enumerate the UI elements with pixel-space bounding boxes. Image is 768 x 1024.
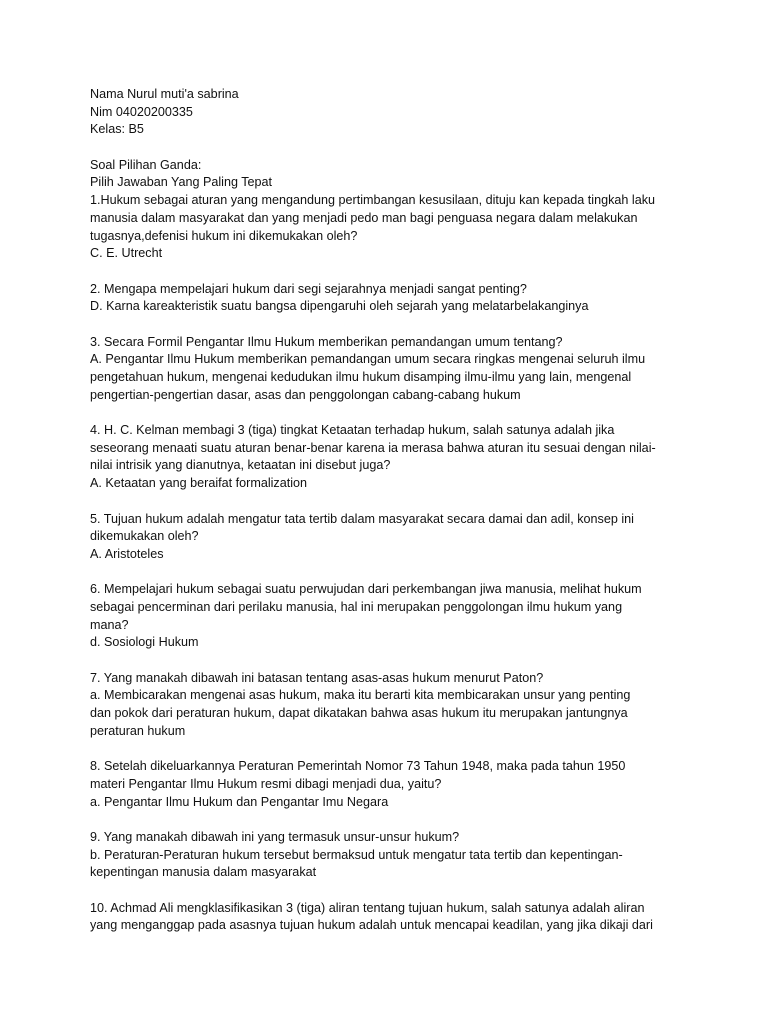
- spacer: [90, 263, 690, 281]
- question-item: [90, 422, 690, 493]
- question-text: tugasnya,defenisi hukum ini dikemukakan oleh?: [90, 228, 358, 243]
- question-item: [90, 511, 690, 564]
- question-text: 1.Hukum sebagai aturan yang mengandung pertimbangan kesusilaan, dituju kan kepada tingkah laku: [90, 193, 656, 208]
- spacer: [90, 740, 690, 758]
- spacer: [90, 811, 690, 829]
- spacer: [90, 404, 690, 422]
- spacer: [90, 316, 690, 334]
- question-text: 3. Secara Formil Pengantar Ilmu Hukum memberikan pemandangan umum tentang?: [90, 334, 563, 349]
- question-item: [90, 900, 690, 935]
- question-item: [90, 581, 690, 652]
- question-item: [90, 670, 690, 741]
- spacer: [90, 564, 690, 582]
- question-text: sebagai pencerminan dari perilaku manusia, hal ini merupakan penggolongan ilmu hukum yang: [90, 599, 623, 614]
- question-text: 5. Tujuan hukum adalah mengatur tata tertib dalam masyarakat secara damai dan adil, konsep ini: [90, 511, 634, 526]
- question-text: 8. Setelah dikeluarkannya Peraturan Pemerintah Nomor 73 Tahun 1948, maka pada tahun 1950: [90, 759, 626, 774]
- answer-text: D. Karna kareakteristik suatu bangsa dipengaruhi oleh sejarah yang melatarbelakanginya: [90, 299, 589, 314]
- spacer: [90, 139, 690, 157]
- spacer: [90, 882, 690, 900]
- question-item: [90, 758, 690, 811]
- question-text: mana?: [90, 617, 129, 632]
- spacer: [90, 493, 690, 511]
- student-nim: Nim 04020200335: [90, 104, 193, 119]
- instruction-text: Pilih Jawaban Yang Paling Tepat: [90, 175, 273, 190]
- question-text: materi Pengantar Ilmu Hukum resmi dibagi menjadi dua, yaitu?: [90, 776, 442, 791]
- answer-text: pengertian-pengertian dasar, asas dan penggolongan cabang-cabang hukum: [90, 387, 521, 402]
- answer-text: dan pokok dari peraturan hukum, dapat dikatakan bahwa asas hukum itu merupakan jantungnya: [90, 706, 628, 721]
- question-item: [90, 334, 690, 405]
- question-item: [90, 281, 690, 316]
- question-text: 6. Mempelajari hukum sebagai suatu perwujudan dari perkembangan jiwa manusia, melihat hukum: [90, 582, 642, 597]
- question-text: 4. H. C. Kelman membagi 3 (tiga) tingkat Ketaatan terhadap hukum, salah satunya adalah jika: [90, 423, 615, 438]
- question-text: 9. Yang manakah dibawah ini yang termasuk unsur-unsur hukum?: [90, 829, 460, 844]
- answer-text: a. Membicarakan mengenai asas hukum, maka itu berarti kita membicarakan unsur yang penting: [90, 688, 631, 703]
- answer-text: b. Peraturan-Peraturan hukum tersebut bermaksud untuk mengatur tata tertib dan kepentingan-: [90, 847, 623, 862]
- answer-text: pengetahuan hukum, mengenai kedudukan ilmu hukum disamping ilmu-ilmu yang lain, mengenal: [90, 370, 632, 384]
- answer-text: A. Pengantar Ilmu Hukum memberikan pemandangan umum secara ringkas mengenai seluruh ilmu: [90, 352, 646, 367]
- question-text: manusia dalam masyarakat dan yang menjadi pedo man bagi penguasa negara dalam melakukan: [90, 210, 638, 225]
- question-text: 10. Achmad Ali mengklasifikasikan 3 (tiga) aliran tentang tujuan hukum, salah satunya adalah aliran: [90, 900, 645, 915]
- question-text: yang menganggap pada asasnya tujuan hukum adalah untuk mencapai keadilan, yang jika dikaji dari: [90, 918, 653, 933]
- question-text: dikemukakan oleh?: [90, 529, 199, 544]
- section-title: Soal Pilihan Ganda:: [90, 157, 202, 172]
- document-body: [90, 86, 690, 935]
- question-list: [90, 192, 690, 935]
- question-text: nilai intrisik yang dianutnya, ketaatan ini disebut juga?: [90, 458, 391, 473]
- intro-block: [90, 157, 690, 192]
- question-item: [90, 829, 690, 882]
- student-class: Kelas: B5: [90, 122, 144, 137]
- answer-text: A. Ketaatan yang beraifat formalization: [90, 476, 308, 491]
- question-text: seseorang menaati suatu aturan benar-benar karena ia merasa bahwa aturan itu sesuai dengan nilai-: [90, 440, 656, 455]
- answer-text: peraturan hukum: [90, 723, 186, 738]
- question-text: 2. Mengapa mempelajari hukum dari segi sejarahnya menjadi sangat penting?: [90, 281, 527, 296]
- question-text: 7. Yang manakah dibawah ini batasan tentang asas-asas hukum menurut Paton?: [90, 670, 544, 685]
- answer-text: kepentingan manusia dalam masyarakat: [90, 865, 317, 880]
- spacer: [90, 652, 690, 670]
- answer-text: C. E. Utrecht: [90, 246, 163, 261]
- answer-text: A. Aristoteles: [90, 546, 164, 561]
- student-header: [90, 86, 690, 139]
- student-name: Nama Nurul muti'a sabrina: [90, 87, 239, 101]
- question-item: [90, 192, 690, 263]
- answer-text: a. Pengantar Ilmu Hukum dan Pengantar Imu Negara: [90, 794, 389, 809]
- answer-text: d. Sosiologi Hukum: [90, 635, 199, 650]
